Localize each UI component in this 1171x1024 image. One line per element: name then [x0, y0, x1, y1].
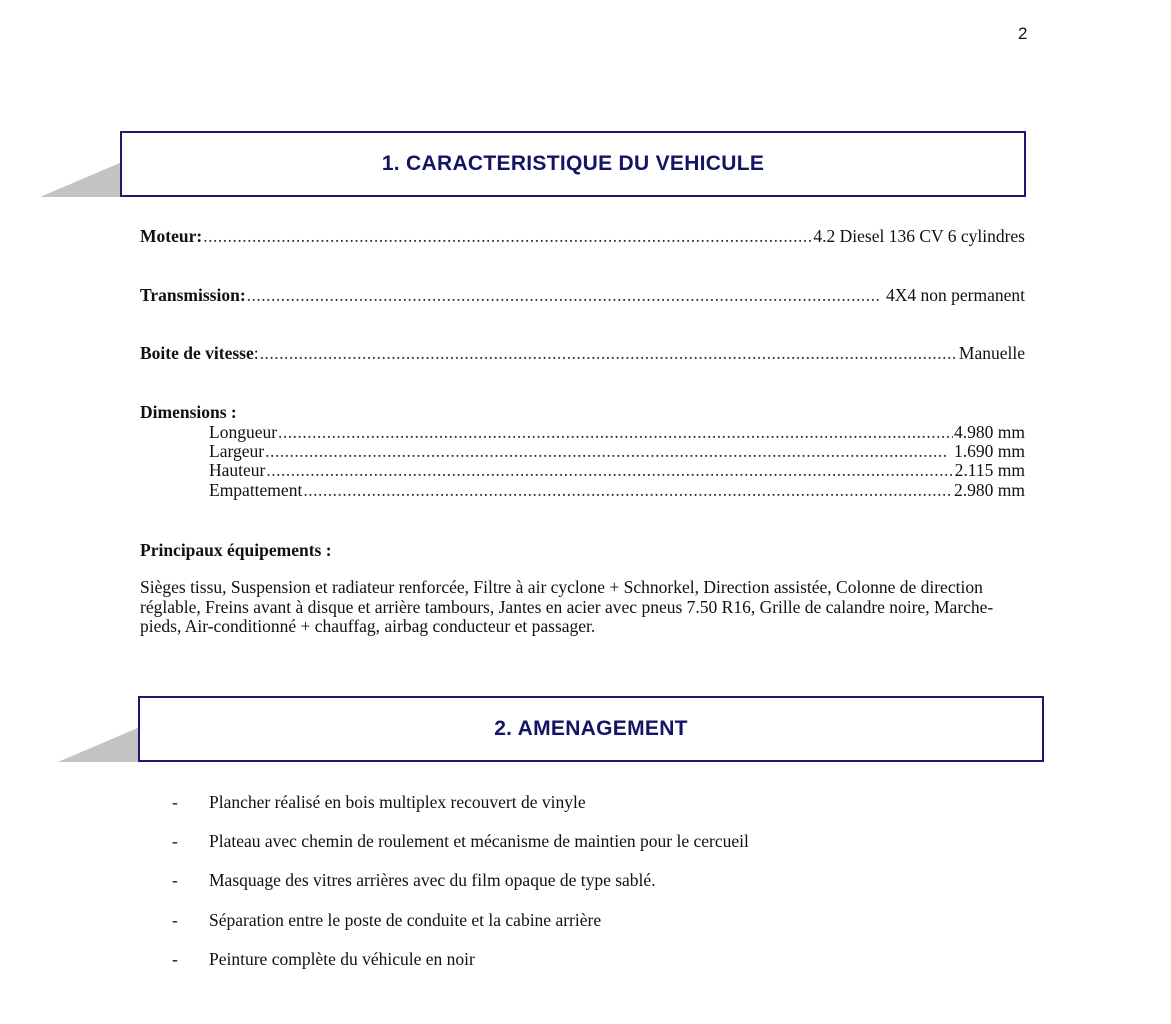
spec-separator: : [253, 343, 259, 363]
bullet-dash: - [172, 870, 178, 891]
spec-value: 4.2 Diesel 136 CV 6 cylindres [813, 226, 1025, 246]
spec-value: Manuelle [958, 343, 1025, 363]
list-item [172, 792, 749, 831]
equipment-title: Principaux équipements : [140, 540, 332, 560]
leader-dots [278, 423, 953, 443]
header-shadow-decoration [40, 162, 122, 197]
dimension-value: 4.980 mm [954, 423, 1025, 442]
page-number: 2 [1018, 24, 1028, 43]
dimension-label: Hauteur [209, 461, 266, 480]
spec-label: Moteur [140, 226, 197, 246]
dimension-label: Largeur [209, 442, 265, 461]
equipment-description: Sièges tissu, Suspension et radiateur renforcée, Filtre à air cyclone + Schnorkel, Direction assistée, Colonne de direction réglable, Freins avant à disque et arrière tambours, Jantes en acier avec pneus 7.50 R16, Grille de calandre noire, Marche-pieds, Air-conditionné + chauffag, airbag conducteur et passager. [140, 577, 994, 636]
section-header-amenagement [58, 696, 1048, 762]
spec-value: 4X4 non permanent [881, 285, 1025, 305]
dimensions-title: Dimensions : [140, 402, 237, 422]
dimension-row-hauteur [209, 461, 1025, 481]
bullet-dash: - [172, 831, 178, 852]
spec-separator: : [239, 285, 246, 305]
section-title: 1. CARACTERISTIQUE DU VEHICULE [381, 152, 765, 175]
spec-row-moteur [140, 226, 1025, 247]
section-title: 2. AMENAGEMENT [494, 717, 688, 740]
spec-row-boite-de-vitesse [140, 343, 1025, 364]
list-item [172, 949, 749, 988]
dimension-row-empattement [209, 481, 1025, 501]
dimension-value: 2.980 mm [954, 481, 1025, 500]
leader-dots [203, 226, 812, 247]
bullet-dash: - [172, 792, 178, 812]
list-item-text: Séparation entre le poste de conduite et la cabine arrière [209, 909, 602, 930]
list-item-text: Masquage des vitres arrières avec du film opaque de type sablé. [209, 870, 656, 891]
leader-dots [266, 461, 953, 481]
section-title-box [138, 696, 1044, 762]
leader-dots [265, 442, 949, 462]
list-item-text: Plancher réalisé en bois multiplex recouvert de vinyle [209, 792, 586, 812]
leader-dots [303, 481, 953, 501]
bullet-dash: - [172, 948, 178, 969]
list-item-text: Peinture complète du véhicule en noir [209, 948, 475, 969]
dimension-value: 2.115 mm [954, 461, 1025, 480]
dimension-label: Longueur [209, 423, 278, 442]
dimension-label: Empattement [209, 481, 303, 500]
list-item [172, 831, 749, 870]
leader-dots [247, 285, 881, 306]
dimension-value: 1.690 mm [949, 442, 1025, 461]
spec-separator: : [196, 226, 203, 246]
list-item-text: Plateau avec chemin de roulement et mécanisme de maintien pour le cercueil [209, 831, 749, 852]
spec-label: Boite de vitesse [140, 343, 254, 363]
header-shadow-decoration [58, 727, 140, 762]
bullet-dash: - [172, 909, 178, 930]
section-title-box [120, 131, 1026, 197]
spec-label: Transmission [140, 285, 240, 305]
dimension-row-largeur [209, 442, 1025, 462]
dimension-row-longueur [209, 423, 1025, 443]
list-item [172, 910, 749, 949]
list-item [172, 870, 749, 909]
spec-row-transmission [140, 285, 1025, 306]
amenagement-list [172, 792, 749, 988]
section-header-caracteristique [40, 131, 1030, 197]
leader-dots [260, 343, 958, 364]
